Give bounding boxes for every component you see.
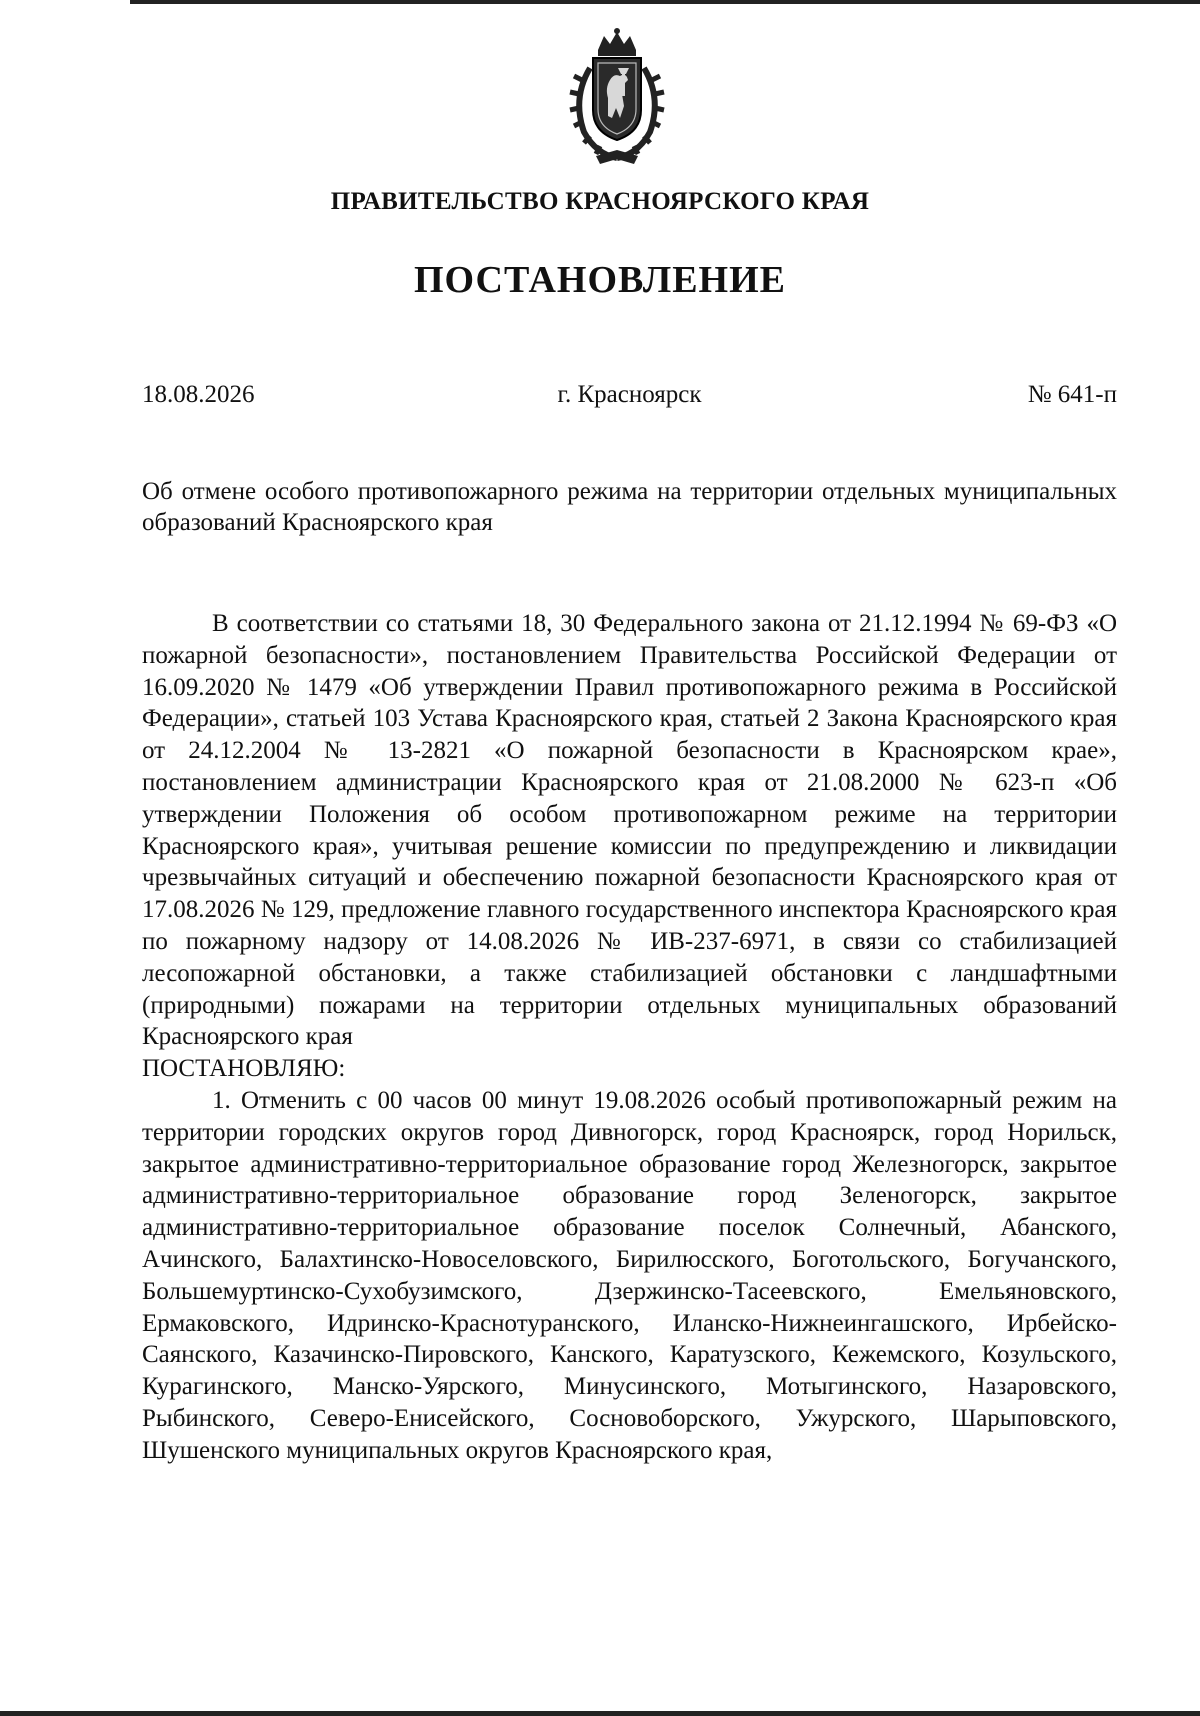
decree-word: ПОСТАНОВЛЯЮ: <box>142 1055 346 1083</box>
scan-edge-top <box>130 0 1200 4</box>
document-number: № 641-п <box>1027 381 1117 408</box>
document-type: ПОСТАНОВЛЕНИЕ <box>413 259 787 301</box>
organization-name: ПРАВИТЕЛЬСТВО КРАСНОЯРСКОГО КРАЯ <box>330 188 870 215</box>
document-date: 18.08.2026 <box>142 381 255 408</box>
coat-of-arms-icon <box>560 28 674 166</box>
preamble-paragraph: В соответствии со статьями 18, 30 Федерального закона от 21.12.1994 № 69-ФЗ «О пожарной безопасности», постановлением Правительства Российской Федерации от 16.09.2020 № 1479 «Об утверждении Правил противопожарного режима в Российской Федерации», статьей 103 Устава Красноярского края, статьей 2 Закона Красноярского края от 24.12.2004 № 13-2821 «О пожарной безопасности в Красноярском крае», постановлением администрации Красноярского края от 21.08.2000 № 623-п «Об утверждении Положения об особом противопожарном режиме на территории Красноярского края», учитывая решение комиссии по предупреждению и ликвидации чрезвычайных ситуаций и обеспечению пожарной безопасности Красноярского края от 17.08.2026 № 129, предложение главного государственного инспектора Красноярского края по пожарному надзору от 14.08.2026 № ИВ-237-6971, в связи со стабилизацией лесопожарной обстановки, а также стабилизацией обстановки с ландшафтными (природными) пожарами на территории отдельных муниципальных образований Красноярского края <box>142 610 1117 1051</box>
document-subject: Об отмене особого противопожарного режима на территории отдельных муниципальных образований Красноярского края <box>142 478 1117 536</box>
item-1-paragraph: 1. Отменить с 00 часов 00 минут 19.08.2026 особый противопожарный режим на территории городских округов город Дивногорск, город Красноярск, город Норильск, закрытое административно-территориальное образование город Железногорск, закрытое административно-территориальное образование город Зеленогорск, закрытое административно-территориальное образование поселок Солнечный, Абанского, Ачинского, Балахтинско-Новоселовского, Бирилюсского, Боготольского, Богучанского, Большемуртинско-Сухобузимского, Дзержинско-Тасеевского, Емельяновского, Ермаковского, Идринско-Краснотуранского, Иланско-Нижнеингашского, Ирбейско-Саянского, Казачинско-Пировского, Канского, Каратузского, Кежемского, Козульского, Курагинского, Манско-Уярского, Минусинского, Мотыгинского, Назаровского, Рыбинского, Северо-Енисейского, Сосновоборского, Ужурского, Шарыповского, Шушенского муниципальных округов Красноярского края, <box>142 1086 1117 1464</box>
document-meta <box>142 381 1117 415</box>
document-body <box>142 608 1117 1467</box>
document-city: г. Красноярск <box>557 381 702 408</box>
scan-edge-bottom <box>0 1711 1200 1716</box>
